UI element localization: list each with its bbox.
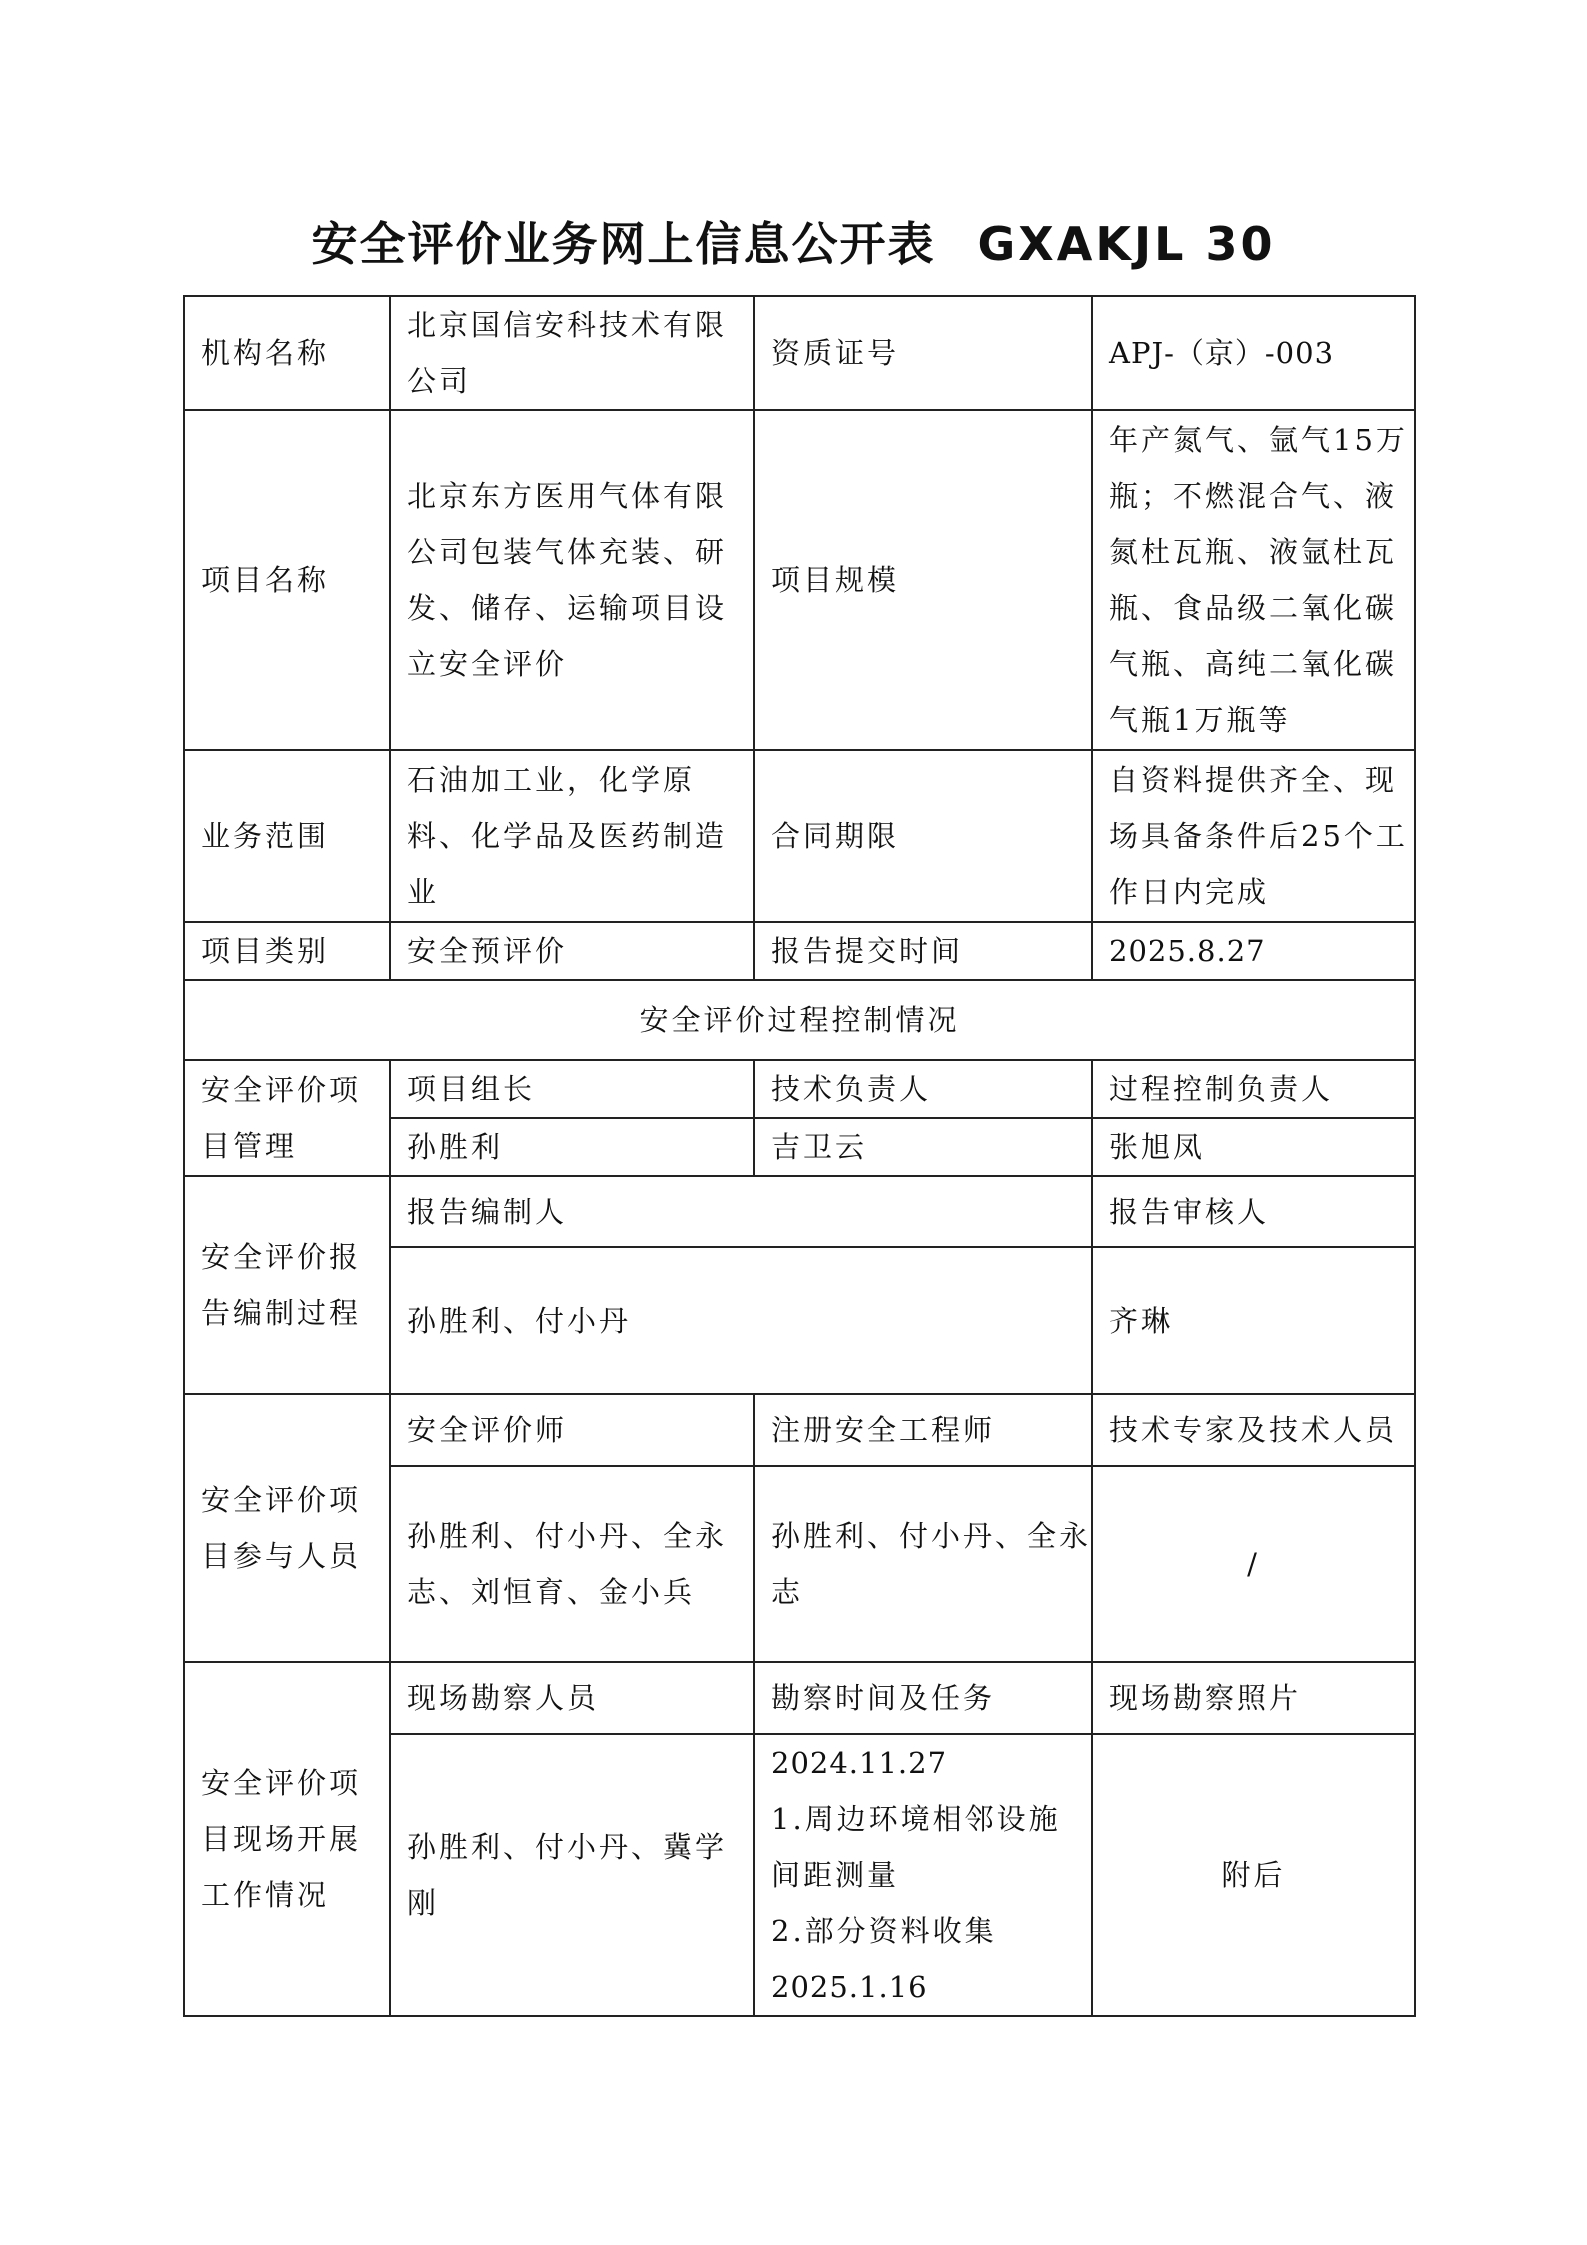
process-section-title: 安全评价过程控制情况 xyxy=(184,980,1415,1060)
org-name-value: 北京国信安科技术有限公司 xyxy=(390,296,754,410)
experts-label: 技术专家及技术人员 xyxy=(1092,1394,1415,1466)
leader-label: 项目组长 xyxy=(390,1060,754,1118)
experts-value: / xyxy=(1092,1466,1415,1662)
evaluators-value: 孙胜利、付小丹、全永志、刘恒育、金小兵 xyxy=(390,1466,754,1662)
reviewer-value: 齐琳 xyxy=(1092,1247,1415,1394)
row-scope xyxy=(184,750,1415,922)
inspectors-label: 现场勘察人员 xyxy=(390,1662,754,1734)
category-value: 安全预评价 xyxy=(390,922,754,980)
time-task-value xyxy=(754,1734,1092,2016)
photos-label: 现场勘察照片 xyxy=(1092,1662,1415,1734)
report-time-label: 报告提交时间 xyxy=(754,922,1092,980)
process-lead-value: 张旭凤 xyxy=(1092,1118,1415,1176)
row-participant-headers xyxy=(184,1394,1415,1466)
project-scale-value: 年产氮气、氩气15万瓶；不燃混合气、液氮杜瓦瓶、液氩杜瓦瓶、食品级二氧化碳气瓶、高纯二氧化碳气瓶1万瓶等 xyxy=(1092,410,1415,750)
writer-label: 报告编制人 xyxy=(390,1176,1092,1247)
participants-label: 安全评价项目参与人员 xyxy=(184,1394,390,1662)
report-time-value: 2025.8.27 xyxy=(1092,922,1415,980)
engineer-label: 注册安全工程师 xyxy=(754,1394,1092,1466)
time-task-line: 2025.1.16 xyxy=(771,1970,928,2004)
contract-value: 自资料提供齐全、现场具备条件后25个工作日内完成 xyxy=(1092,750,1415,922)
category-label: 项目类别 xyxy=(184,922,390,980)
photos-value: 附后 xyxy=(1092,1734,1415,2016)
tech-label: 技术负责人 xyxy=(754,1060,1092,1118)
business-scope-value: 石油加工业，化学原料、化学品及医药制造业 xyxy=(390,750,754,922)
site-work-label: 安全评价项目现场开展工作情况 xyxy=(184,1662,390,2016)
title-text: 安全评价业务网上信息公开表 xyxy=(311,217,936,271)
project-scale-label: 项目规模 xyxy=(754,410,1092,750)
info-table xyxy=(183,295,1416,2017)
row-management-headers xyxy=(184,1060,1415,1118)
business-scope-label: 业务范围 xyxy=(184,750,390,922)
cert-label: 资质证号 xyxy=(754,296,1092,410)
leader-value: 孙胜利 xyxy=(390,1118,754,1176)
cert-value: APJ-（京）-003 xyxy=(1092,296,1415,410)
row-site-headers xyxy=(184,1662,1415,1734)
time-task-line: 2.部分资料收集 xyxy=(771,1914,997,1948)
project-name-label: 项目名称 xyxy=(184,410,390,750)
process-lead-label: 过程控制负责人 xyxy=(1092,1060,1415,1118)
contract-label: 合同期限 xyxy=(754,750,1092,922)
row-category xyxy=(184,922,1415,980)
time-task-label: 勘察时间及任务 xyxy=(754,1662,1092,1734)
row-project xyxy=(184,410,1415,750)
management-label: 安全评价项目管理 xyxy=(184,1060,390,1176)
writers-value: 孙胜利、付小丹 xyxy=(390,1247,1092,1394)
project-name-value: 北京东方医用气体有限公司包装气体充装、研发、储存、运输项目设立安全评价 xyxy=(390,410,754,750)
evaluator-label: 安全评价师 xyxy=(390,1394,754,1466)
engineers-value: 孙胜利、付小丹、全永志 xyxy=(754,1466,1092,1662)
row-process-title xyxy=(184,980,1415,1060)
time-task-line: 2024.11.27 xyxy=(771,1746,948,1780)
report-process-label: 安全评价报告编制过程 xyxy=(184,1176,390,1394)
inspectors-value: 孙胜利、付小丹、冀学刚 xyxy=(390,1734,754,2016)
time-task-line: 1.周边环境相邻设施间距测量 xyxy=(771,1802,1061,1892)
form-code: GXAKJL 30 xyxy=(977,217,1276,271)
row-report-headers xyxy=(184,1176,1415,1247)
row-org xyxy=(184,296,1415,410)
org-name-label: 机构名称 xyxy=(184,296,390,410)
page-title xyxy=(0,208,1587,274)
reviewer-label: 报告审核人 xyxy=(1092,1176,1415,1247)
tech-value: 吉卫云 xyxy=(754,1118,1092,1176)
